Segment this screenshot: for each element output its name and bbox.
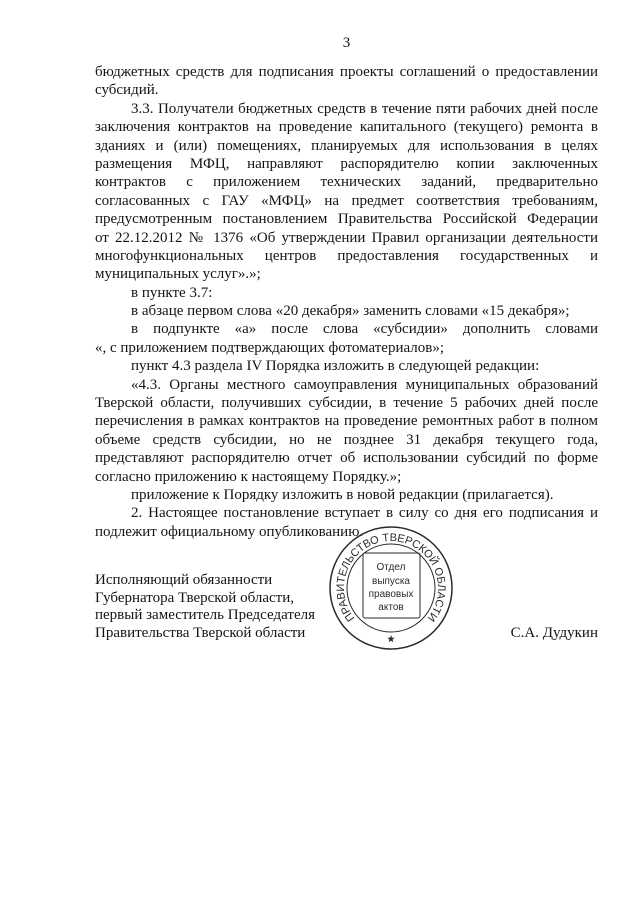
text-line: от 22.12.2012 № 1376 «Об утверждении Правил организации деятельности [95,229,598,246]
stamp-inner-text: актов [378,602,404,613]
signatory-title-line: первый заместитель Председателя [95,607,315,623]
text-line: в абзаце первом слова «20 декабря» заменить словами «15 декабря»; [131,303,570,320]
signatory-title [95,572,335,642]
text-line: в пункте 3.7: [131,284,213,301]
text-line: представляют распорядителю отчет об использовании субсидий по форме [95,450,598,467]
text-line: муниципальных услуг».»; [95,266,261,283]
text-line: перечисления в рамках контрактов на проведение ремонтных работ в полном [95,413,598,430]
official-stamp [320,515,465,665]
stamp-inner-text: правовых [368,589,414,600]
paragraph [95,486,598,504]
paragraph [95,100,598,284]
text-line: размещения МФЦ, направляют распорядителю копии заключенных [95,155,598,172]
signatory-name: С.А. Дудукин [510,625,598,641]
text-line: приложение к Порядку изложить в новой редакции (прилагается). [131,486,554,503]
paragraph [95,320,598,357]
stamp-inner-ring [347,544,435,632]
stamp-inner-text: выпуска [372,576,410,587]
text-line: заключения контрактов на проведение капитального (текущего) ремонта в [95,119,598,136]
text-line: Тверской области, получивших субсидии, в течение 5 рабочих дней после [95,395,598,412]
text-line: зданиях и (или) помещениях, планируемых для использования в целях [95,137,598,154]
text-line: подлежит официальному опубликованию. [95,523,364,540]
signatory-title-line: Губернатора Тверской области, [95,589,294,606]
document-body [95,63,598,541]
paragraph [95,357,598,375]
page-number: 3 [342,35,351,51]
text-line: согласно приложению к настоящему Порядку.»; [95,468,402,485]
stamp-inner-text: Отдел [376,562,406,573]
text-line: 3.3. Получатели бюджетных средств в течение пяти рабочих дней после [131,100,598,117]
text-line: «4.3. Органы местного самоуправления муниципальных образований [131,376,598,393]
text-line: пункт 4.3 раздела IV Порядка изложить в следующей редакции: [131,358,540,375]
text-line: субсидий. [95,82,159,99]
signatory-title-line: Правительства Тверской области [95,624,306,641]
text-line: бюджетных средств для подписания проекты соглашений о предоставлении [95,64,598,80]
text-line: «, с приложением подтверждающих фотоматериалов»; [95,339,444,356]
paragraph [95,302,598,320]
text-line: в подпункте «а» после слова «субсидии» дополнить словами [131,321,598,338]
paragraph [95,63,598,100]
text-line: предусмотренным постановлением Правительства Российской Федерации [95,211,598,228]
stamp-ring-text-path: ПРАВИТЕЛЬСТВО ТВЕРСКОЙ ОБЛАСТИ [334,531,448,624]
stamp-outer-ring [330,527,452,649]
stamp-star-icon [387,635,395,642]
paragraph [95,376,598,486]
paragraph [95,284,598,302]
text-line: согласованных с ГАУ «МФЦ» на предмет соответствия требованиям, [95,192,598,209]
signatory-title-line: Исполняющий обязанности [95,572,273,588]
text-line: многофункциональных центров предоставления государственных и [95,247,598,264]
text-line: объеме средств субсидии, но не позднее 31 декабря текущего года, [95,431,598,448]
text-line: 2. Настоящее постановление вступает в силу со дня его подписания и [131,505,598,522]
text-line: контрактов с приложением технических заданий, предварительно [95,174,598,191]
